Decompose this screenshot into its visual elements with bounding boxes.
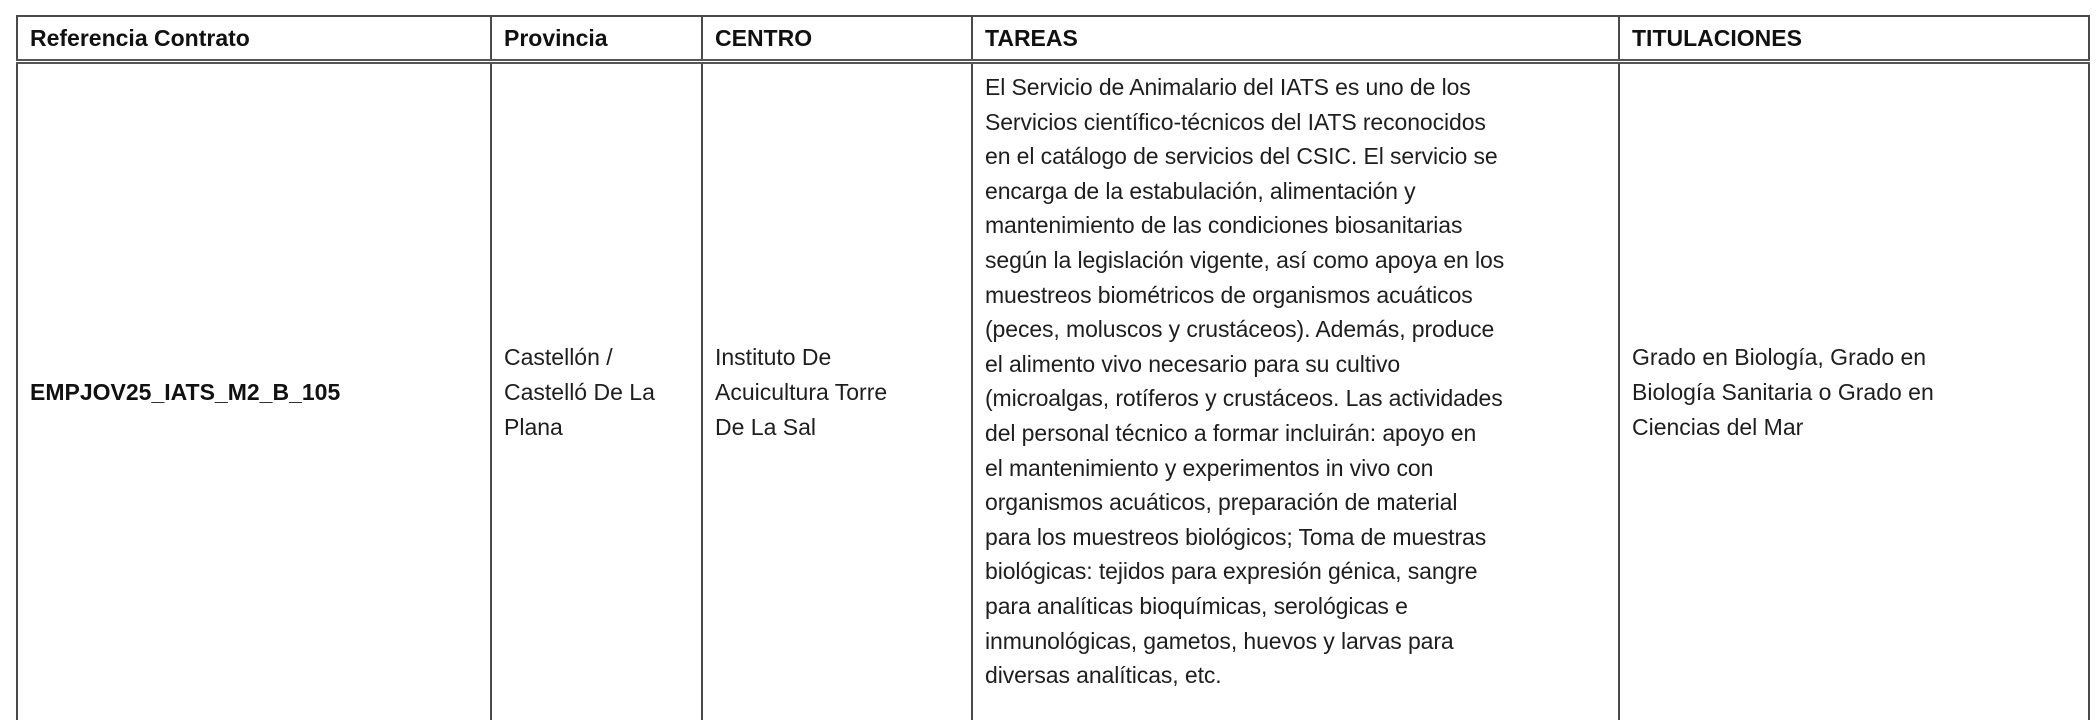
tareas-line: diversas analíticas, etc. [985, 662, 1222, 689]
tareas-line: (peces, moluscos y crustáceos). Además, produce [985, 316, 1495, 343]
tareas-line: El Servicio de Animalario del IATS es uno de los [985, 74, 1471, 100]
header-tareas: TAREAS [972, 16, 1619, 62]
centro-line: Acuicultura Torre [715, 378, 888, 405]
tareas-line: inmunológicas, gametos, huevos y larvas para [985, 627, 1454, 654]
centro-line: Instituto De [715, 343, 832, 370]
titulaciones-line: Biología Sanitaria o Grado en [1632, 378, 1934, 405]
table-body [17, 62, 2089, 721]
tareas-line: mantenimiento de las condiciones biosanitarias [985, 212, 1463, 239]
provincia-line: Castellón / [504, 343, 613, 370]
tareas-line: para los muestreos biológicos; Toma de muestras [985, 523, 1487, 550]
cell-referencia-contrato: EMPJOV25_IATS_M2_B_105 [17, 62, 491, 721]
titulaciones-line: Ciencias del Mar [1632, 413, 1804, 440]
tareas-line: Servicios científico-técnicos del IATS reconocidos [985, 108, 1486, 135]
tareas-line: para analíticas bioquímicas, serológicas e [985, 592, 1408, 619]
header-referencia-contrato: Referencia Contrato [17, 16, 491, 62]
centro-line: De La Sal [715, 413, 817, 440]
tareas-line: biológicas: tejidos para expresión génica, sangre [985, 558, 1478, 585]
provincia-line: Castelló De La [504, 378, 655, 405]
cell-titulaciones [1619, 62, 2089, 721]
table-header [17, 16, 2089, 62]
tareas-line: organismos acuáticos, preparación de material [985, 489, 1458, 516]
titulaciones-line: Grado en Biología, Grado en [1632, 343, 1927, 370]
cell-tareas [972, 62, 1619, 721]
provincia-line: Plana [504, 413, 563, 440]
cell-provincia [491, 62, 702, 721]
header-row [17, 16, 2089, 62]
header-provincia: Provincia [491, 16, 702, 62]
tareas-line: muestreos biométricos de organismos acuáticos [985, 281, 1473, 308]
cell-centro [702, 62, 972, 721]
table-row [17, 62, 2089, 721]
tareas-line: del personal técnico a formar incluirán: apoyo en [985, 419, 1477, 446]
tareas-line: el alimento vivo necesario para su cultivo [985, 350, 1401, 377]
job-offer-table [16, 15, 2090, 720]
tareas-line: según la legislación vigente, así como apoya en los [985, 246, 1505, 273]
tareas-line: el mantenimiento y experimentos in vivo con [985, 454, 1434, 481]
tareas-line: (microalgas, rotíferos y crustáceos. Las actividades [985, 385, 1503, 412]
tareas-line: encarga de la estabulación, alimentación y [985, 177, 1416, 204]
tareas-line: en el catálogo de servicios del CSIC. El servicio se [985, 143, 1498, 170]
header-centro: CENTRO [702, 16, 972, 62]
header-titulaciones: TITULACIONES [1619, 16, 2089, 62]
